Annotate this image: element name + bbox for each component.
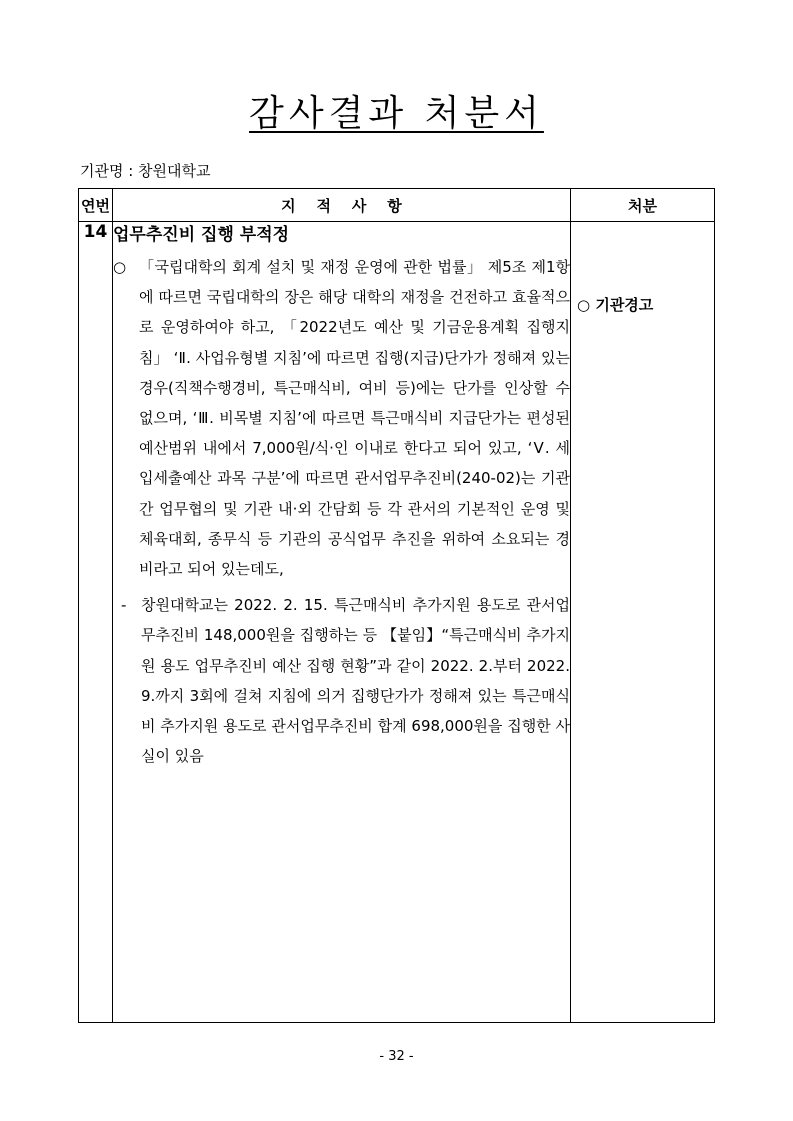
sub-bullet: -: [121, 596, 127, 615]
table-row: [79, 222, 715, 1023]
audit-result-table: [78, 188, 715, 1023]
disposition-text: 기관경고: [595, 296, 654, 314]
disposition-cell: [571, 222, 715, 1023]
finding-main-text: 「국립대학의 회계 설치 및 재정 운영에 관한 법률」 제5조 제1항에 따르면 국립대학의 장은 해당 대학의 재정을 건전하고 효율적으로 운영하여야 하고, 「2022년도 예산 및 기금운용계획 집행지침」 ‘Ⅱ. 사업유형별 지침’에 따르면 집행(지급)단가가 정해져 있는 경우(직책수행경비, 특근매식비, 여비 등)에는 단가를 인상할 수 없으며, ‘Ⅲ. 비목별 지침’에 따르면 특근매식비 지급단가는 편성된 예산범위 내에서 7,000원/식·인 이내로 한다고 되어 있고, ‘Ⅴ. 세입세출예산 과목 구분’에 따르면 관서업무추진비(240-02)는 기관 간 업무협의 및 기관 내·외 간담회 등 각 관서의 기본적인 운영 및 체육대회, 종무식 등 기관의 공식업무 추진을 위하여 소요되는 경비라고 되어 있는데도,: [139, 258, 570, 579]
disposition-bullet: ○: [577, 296, 591, 314]
row-serial-number: 14: [79, 222, 113, 1023]
agency-name-line: 기관명 : 창원대학교: [80, 162, 211, 180]
table-header-row: [79, 189, 715, 222]
finding-title: 업무추진비 집행 부적정: [113, 225, 290, 245]
finding-cell: [113, 222, 571, 1023]
header-findings-label: 지 적 사 항: [281, 196, 402, 215]
document-title: [0, 92, 793, 136]
main-bullet: ○: [113, 258, 127, 276]
page-number: - 32 -: [379, 1049, 414, 1064]
finding-main-paragraph: [113, 252, 570, 584]
finding-sub-text: 창원대학교는 2022. 2. 15. 특근매식비 추가지원 용도로 관서업무추진비 148,000원을 집행하는 등 【붙임】“특근매식비 추가지원 용도 업무추진비 예산 집행 현황”과 같이 2022. 2.부터 2022. 9.까지 3회에 걸쳐 지침에 의거 집행단가가 정해져 있는 특근매식비 추가지원 용도로 관서업무추진비 합계 698,000원을 집행한 사실이 있음: [141, 596, 570, 766]
header-disposition: 처분: [571, 189, 715, 222]
header-findings: [113, 189, 571, 222]
disposition-item: [571, 290, 714, 320]
document-title-text: 감사결과 처분서: [249, 93, 544, 134]
finding-sub-paragraph: [113, 590, 570, 771]
header-serial-number: 연번: [79, 189, 113, 222]
